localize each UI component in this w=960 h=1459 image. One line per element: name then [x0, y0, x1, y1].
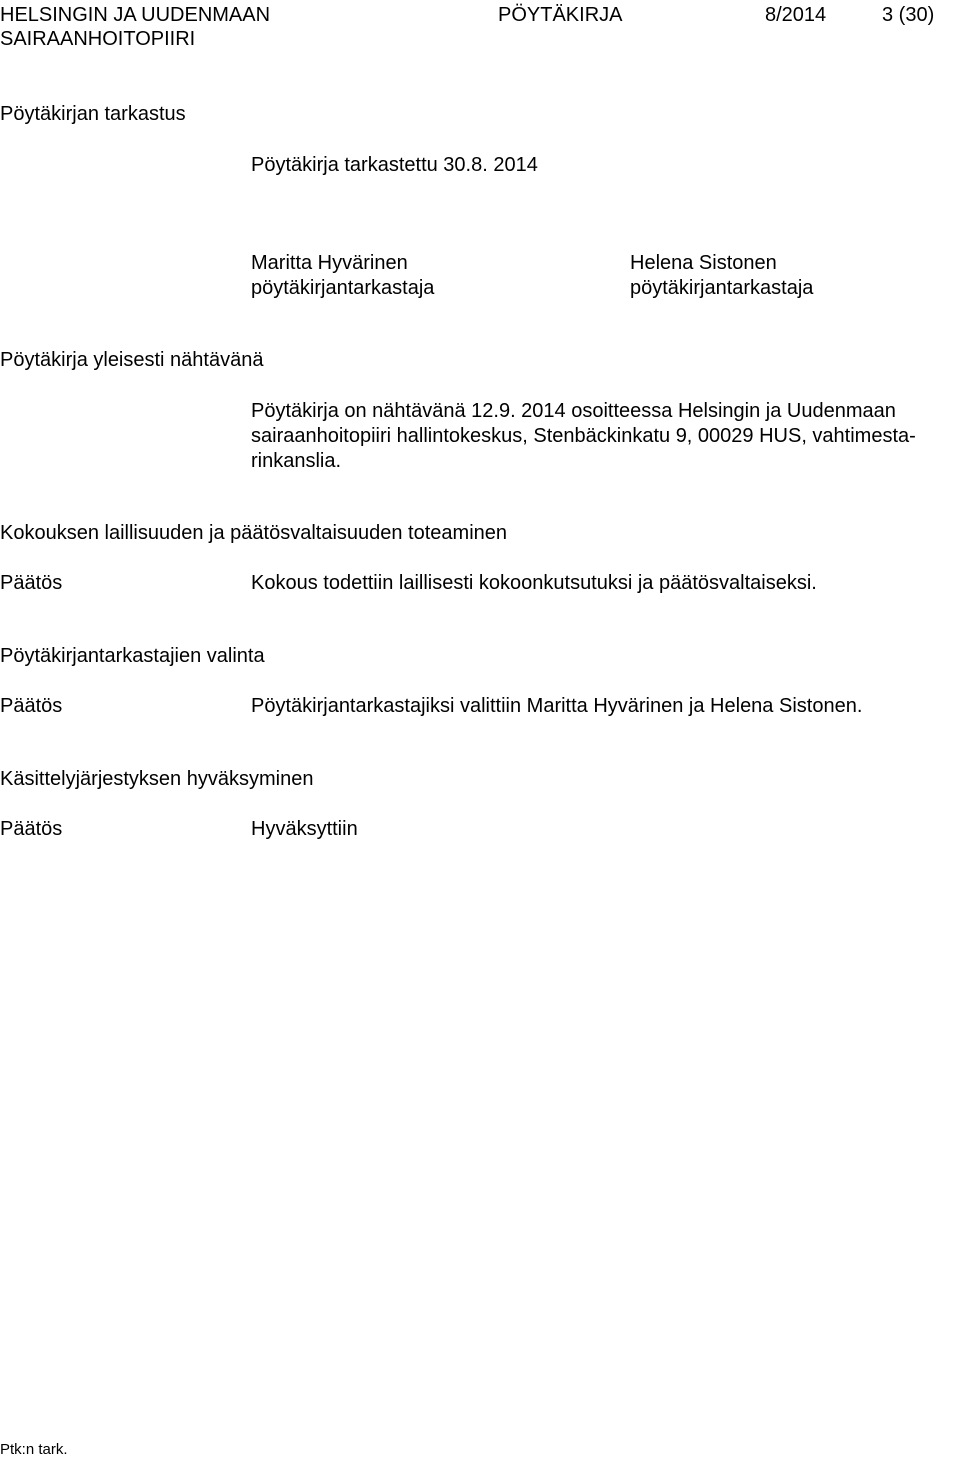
- public-display-line-1: Pöytäkirja on nähtävänä 12.9. 2014 osoitteessa Helsingin ja Uudenmaan: [251, 400, 896, 422]
- decision-label: Päätös: [0, 572, 63, 594]
- signer-2-role: pöytäkirjantarkastaja: [630, 277, 814, 299]
- decision-text: Kokous todettiin laillisesti kokoonkutsutuksi ja päätösvaltaiseksi.: [251, 572, 817, 594]
- org-name-line1: HELSINGIN JA UUDENMAAN: [0, 4, 271, 26]
- document-number: 8/2014: [765, 4, 827, 26]
- section-heading: Kokouksen laillisuuden ja päätösvaltaisuuden toteaminen: [0, 522, 508, 544]
- org-name-line2: SAIRAANHOITOPIIRI: [0, 28, 196, 50]
- decision-text: Pöytäkirjantarkastajiksi valittiin Maritta Hyvärinen ja Helena Sistonen.: [251, 695, 863, 717]
- section-heading: Käsittelyjärjestyksen hyväksyminen: [0, 768, 314, 790]
- section-heading: Pöytäkirjantarkastajien valinta: [0, 645, 265, 667]
- document-type: PÖYTÄKIRJA: [498, 4, 623, 26]
- review-checked-text: Pöytäkirja tarkastettu 30.8. 2014: [251, 154, 538, 176]
- decision-text: Hyväksyttiin: [251, 818, 358, 840]
- public-display-heading: Pöytäkirja yleisesti nähtävänä: [0, 349, 264, 371]
- footer-initials-label: Ptk:n tark.: [0, 1441, 68, 1458]
- public-display-line-3: rinkanslia.: [251, 450, 342, 472]
- decision-label: Päätös: [0, 695, 63, 717]
- review-heading: Pöytäkirjan tarkastus: [0, 103, 186, 125]
- signer-1-role: pöytäkirjantarkastaja: [251, 277, 435, 299]
- public-display-line-2: sairaanhoitopiiri hallintokeskus, Stenbäckinkatu 9, 00029 HUS, vahtimesta-: [251, 425, 916, 447]
- signer-1-name: Maritta Hyvärinen: [251, 252, 408, 274]
- decision-label: Päätös: [0, 818, 63, 840]
- page-number: 3 (30): [882, 4, 935, 26]
- signer-2-name: Helena Sistonen: [630, 252, 777, 274]
